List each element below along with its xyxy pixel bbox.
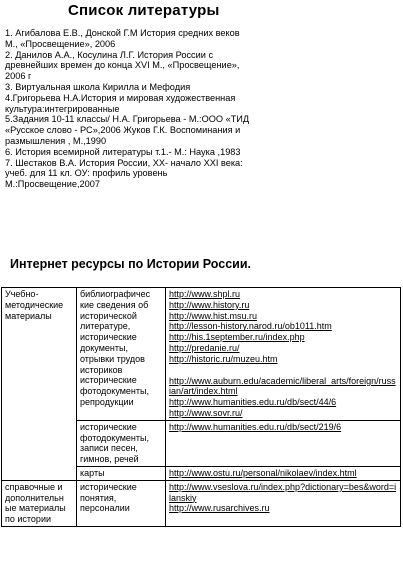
table-cell-description: карты xyxy=(77,466,166,480)
literature-line: «Русское слово - РС»,2006 Жуков Г.К. Воспоминания и xyxy=(5,125,241,136)
resource-link[interactable]: http://www.history.ru xyxy=(169,299,250,310)
table-cell-description: библиографичес кие сведения об исторической литературе, исторические документы, отрывки трудов историков исторические фотодокументы, репродукции xyxy=(77,288,166,421)
literature-line: 4.Григорьева Н.А.История и мировая художественная xyxy=(5,92,236,103)
resource-link[interactable]: http://historic.ru/muzeu.htm xyxy=(169,353,278,364)
table-cell-category: Учебно- методические материалы xyxy=(2,288,77,481)
resource-link[interactable]: http://lesson-history.narod.ru/ob1011.htm xyxy=(169,321,332,332)
literature-line: 5.Задания 10-11 классы/ Н.А. Григорьева - М.:ООО «ТИД xyxy=(5,114,250,125)
table-cell-links xyxy=(166,480,401,526)
resource-link[interactable]: http://www.auburn.edu/academic/liberal_arts/foreign/russian/art/index.html xyxy=(169,375,396,397)
internet-resources-heading-part1: Интернет ресурсы по xyxy=(10,257,147,271)
literature-line: 6. История всемирной литературы т.1.- М.: Наука ,1983 xyxy=(5,146,241,157)
internet-resources-heading xyxy=(10,257,251,271)
table-row xyxy=(2,288,401,421)
literature-line: 2. Данилов А.А., Косулина Л.Г. История России с xyxy=(5,49,214,60)
page-title: Список литературы xyxy=(68,2,220,19)
resource-link[interactable]: http://www.rusarchives.ru xyxy=(169,503,270,514)
literature-list xyxy=(5,28,397,190)
literature-line: М.:Просвещение,2007 xyxy=(5,179,100,190)
table-row xyxy=(2,480,401,526)
table-cell-category: справочные и дополнительн ые материалы по истории xyxy=(2,480,77,526)
table-cell-links xyxy=(166,288,401,421)
resource-link[interactable]: http://www.humanities.edu.ru/db/sect/219/6 xyxy=(169,421,342,432)
literature-line: 1. Агибалова Е.В., Донской Г.М История средних веков xyxy=(5,28,240,38)
literature-line: 3. Виртуальная школа Кирилла и Мефодия xyxy=(5,81,191,92)
table-cell-links xyxy=(166,466,401,480)
resource-link[interactable]: http://predanie.ru/ xyxy=(169,342,240,353)
table-cell-description: исторические фотодокументы, записи песен, гимнов, речей xyxy=(77,420,166,466)
resources-table xyxy=(1,287,401,527)
resource-link[interactable]: http://www.vseslova.ru/index.php?dictionary=bes&word=ilanskiy xyxy=(169,481,397,503)
spacer xyxy=(169,365,397,376)
literature-line: М., «Просвещение», 2006 xyxy=(5,38,116,49)
literature-line: 2006 г xyxy=(5,71,32,82)
resource-link[interactable]: http://www.shpl.ru xyxy=(169,289,241,299)
resource-link[interactable]: http://www.sovr.ru/ xyxy=(169,407,243,418)
resource-link[interactable]: http://www.humanities.edu.ru/db/sect/44/6 xyxy=(169,397,337,408)
literature-line: древнейших времен до конца XVI М., «Просвещение», xyxy=(5,60,240,71)
literature-line: 7. Шестаков В.А. История России, XX- начало XXI века: xyxy=(5,157,243,168)
resource-link[interactable]: http://www.hist.msu.ru xyxy=(169,310,258,321)
table-cell-links xyxy=(166,420,401,466)
literature-line: учеб. для 11 кл. ОУ: профиль уровень xyxy=(5,168,168,179)
literature-line: размышления , М.,1990 xyxy=(5,135,107,146)
literature-line: культура:интегрированные xyxy=(5,103,120,114)
resource-link[interactable]: http://his.1september.ru/index.php xyxy=(169,332,305,343)
resource-link[interactable]: http://www.ostu.ru/personal/nikolaev/index.html xyxy=(169,467,357,478)
table-cell-description: исторические понятия, персоналии xyxy=(77,480,166,526)
internet-resources-heading-part2: Истории России. xyxy=(146,257,251,271)
